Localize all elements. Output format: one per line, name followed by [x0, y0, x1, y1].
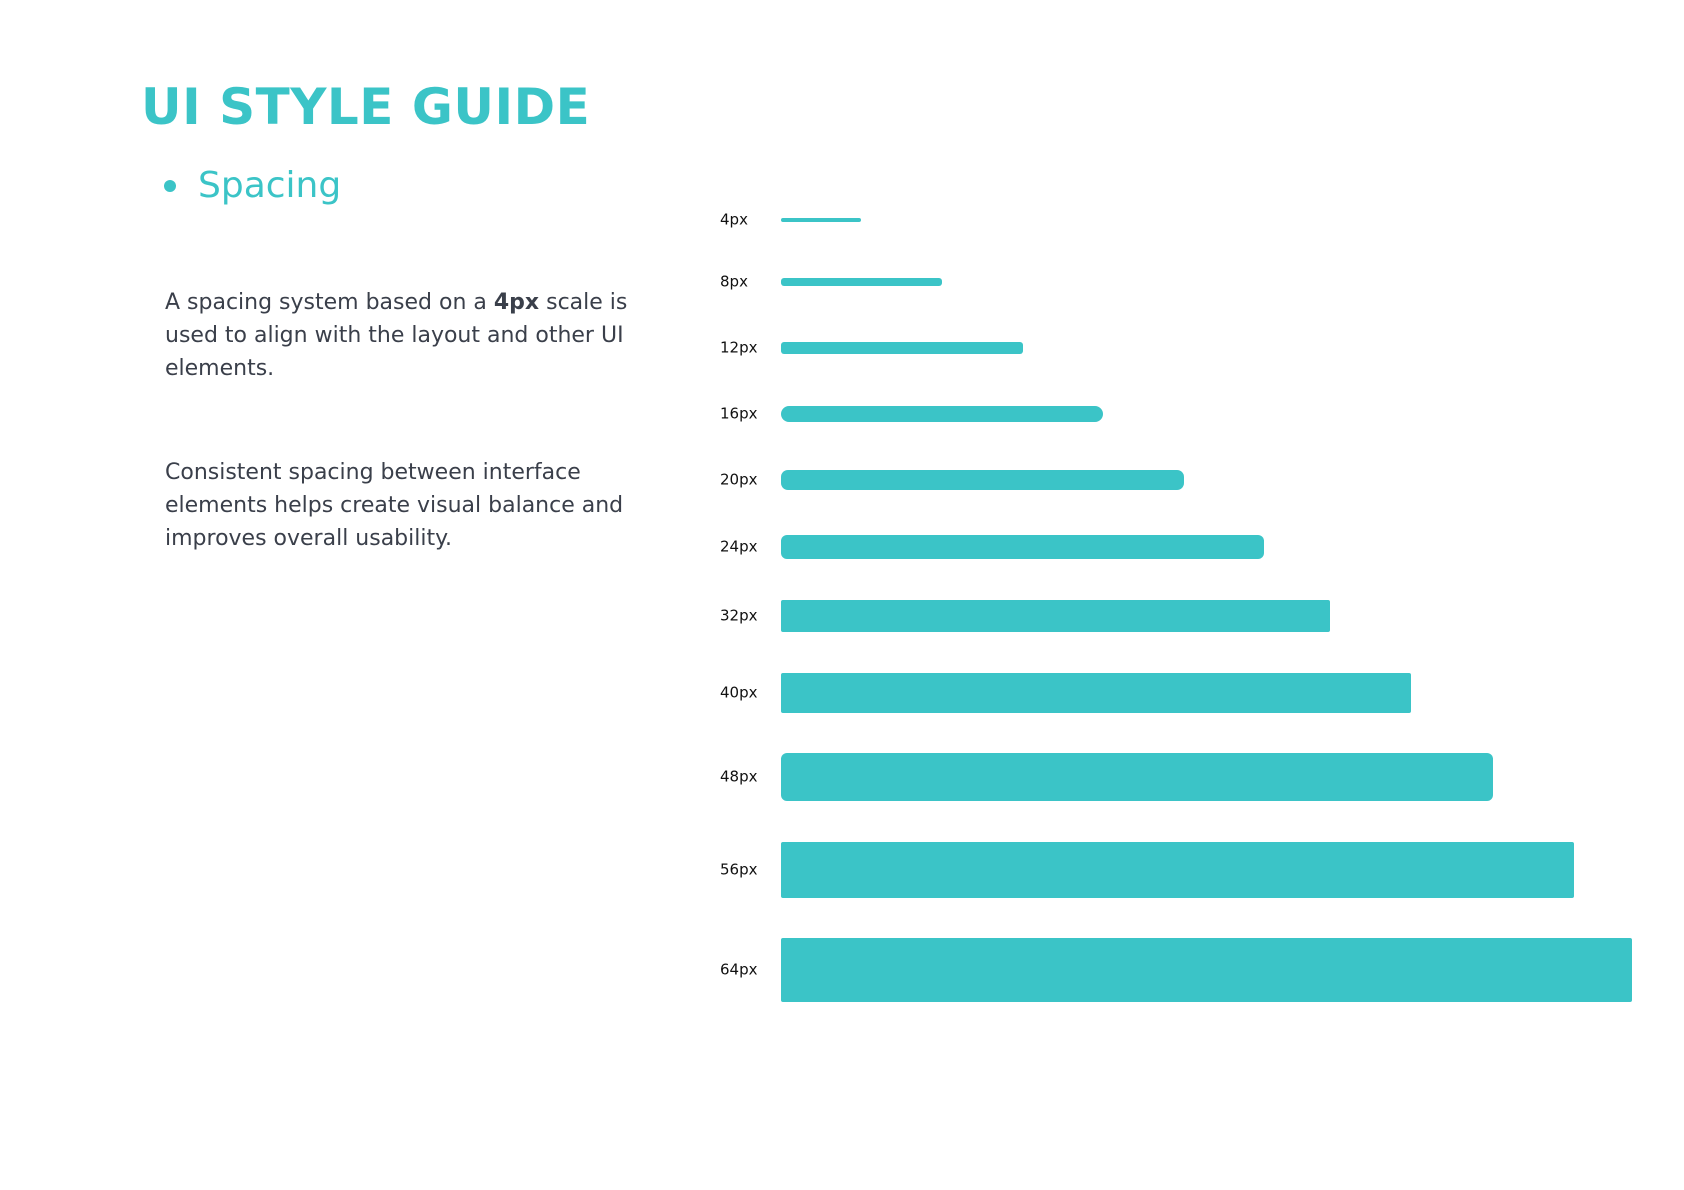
scale-bar-48px [781, 753, 1493, 801]
scale-label-12px: 12px [720, 338, 758, 357]
scale-label-20px: 20px [720, 470, 758, 489]
scale-bar-4px [781, 218, 861, 222]
description-paragraph-2: Consistent spacing between interface elements helps create visual balance and improves overall usability. [165, 460, 624, 551]
scale-bar-12px [781, 342, 1023, 354]
description-text: scale is used to align with the layout and other UI elements. [165, 290, 628, 381]
scale-bar-32px [781, 600, 1330, 632]
description-paragraph-1 [165, 286, 645, 385]
scale-label-4px: 4px [720, 210, 748, 229]
scale-label-24px: 24px [720, 537, 758, 556]
scale-label-40px: 40px [720, 683, 758, 702]
description-emphasis: 4px [493, 290, 540, 315]
scale-label-16px: 16px [720, 404, 758, 423]
scale-bar-40px [781, 673, 1411, 713]
section-label: Spacing [198, 165, 342, 206]
section-heading [164, 165, 342, 206]
scale-label-8px: 8px [720, 272, 748, 291]
scale-label-64px: 64px [720, 960, 758, 979]
scale-label-48px: 48px [720, 767, 758, 786]
description-text: A spacing system based on a [165, 290, 494, 315]
page-title: UI STYLE GUIDE [141, 78, 591, 136]
scale-label-56px: 56px [720, 860, 758, 879]
scale-bar-16px [781, 406, 1103, 422]
bullet-dot [164, 180, 176, 192]
scale-bar-8px [781, 278, 942, 286]
scale-label-32px: 32px [720, 606, 758, 625]
scale-bar-56px [781, 842, 1574, 898]
scale-bar-20px [781, 470, 1184, 490]
scale-bar-64px [781, 938, 1632, 1002]
scale-bar-24px [781, 535, 1264, 559]
